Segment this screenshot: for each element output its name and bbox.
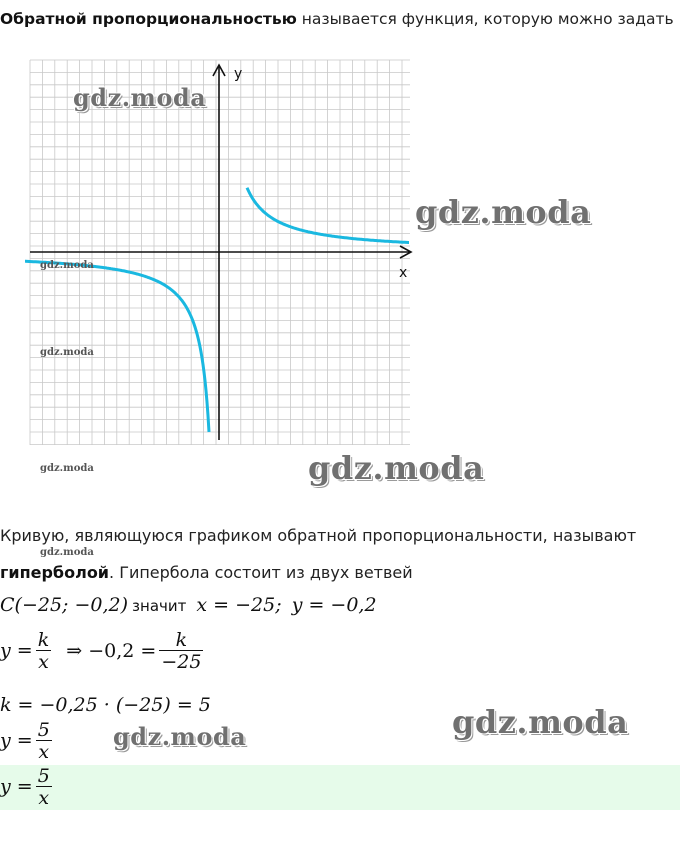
eq-y: y = −0,2 bbox=[291, 594, 377, 616]
fraction-denominator: x bbox=[36, 740, 52, 763]
term-hyperbola: гиперболой bbox=[0, 563, 110, 582]
answer-highlight bbox=[0, 765, 680, 810]
fraction-k-over-x bbox=[36, 630, 52, 673]
watermark: gdz.moda bbox=[415, 193, 592, 231]
watermark: gdz.moda bbox=[73, 83, 207, 112]
znachit-text: значит bbox=[132, 597, 187, 615]
fraction-k-over-minus25 bbox=[159, 630, 203, 673]
paragraph-line-1: Кривую, являющуюся графиком обратной пропорциональности, называют bbox=[0, 526, 637, 545]
fraction-5-over-x bbox=[36, 720, 52, 763]
fraction-denominator: −25 bbox=[161, 651, 202, 673]
fraction-denominator: x bbox=[36, 650, 52, 673]
fraction-denominator: x bbox=[36, 786, 52, 809]
fraction-numerator: k bbox=[37, 629, 50, 651]
fraction-numerator: 5 bbox=[37, 719, 50, 741]
point-coords: C(−25; −0,2) bbox=[0, 594, 129, 616]
implies-expression: ⇒ −0,2 = bbox=[66, 639, 157, 662]
paragraph-line-2-rest: . Гипербола состоит из двух ветвей bbox=[109, 563, 413, 582]
math-line-point bbox=[0, 594, 377, 616]
graph-axes bbox=[30, 65, 411, 440]
watermark: gdz.moda bbox=[452, 703, 629, 741]
math-line-formula bbox=[0, 720, 55, 763]
watermark: gdz.moda bbox=[308, 449, 485, 487]
k-computation: k = −0,25 · (−25) = 5 bbox=[0, 694, 211, 716]
formula-lhs: y = bbox=[0, 639, 33, 662]
intro-rest: называется функция, которую можно задать bbox=[296, 10, 674, 28]
eq-x: x = −25; bbox=[196, 594, 282, 616]
watermark: gdz.moda bbox=[40, 547, 94, 558]
fraction-numerator: 5 bbox=[37, 765, 50, 787]
paragraph-line-2 bbox=[0, 562, 413, 584]
hyperbola-graph bbox=[25, 55, 415, 450]
formula-lhs: y = bbox=[0, 729, 33, 752]
math-line-answer bbox=[0, 766, 55, 809]
watermark: gdz.moda bbox=[40, 260, 94, 271]
watermark: gdz.moda bbox=[40, 347, 94, 358]
fraction-5-over-x bbox=[36, 766, 52, 809]
intro-term: Обратной пропорциональностью bbox=[0, 10, 297, 28]
math-line-substitution bbox=[0, 630, 206, 673]
watermark: gdz.moda bbox=[113, 722, 247, 751]
math-line-k-value bbox=[0, 694, 211, 716]
formula-lhs: y = bbox=[0, 775, 33, 798]
intro-text bbox=[0, 8, 680, 30]
x-axis-label: x bbox=[399, 265, 408, 281]
fraction-numerator: k bbox=[175, 629, 188, 651]
y-axis-label: y bbox=[234, 66, 243, 82]
watermark: gdz.moda bbox=[40, 463, 94, 474]
